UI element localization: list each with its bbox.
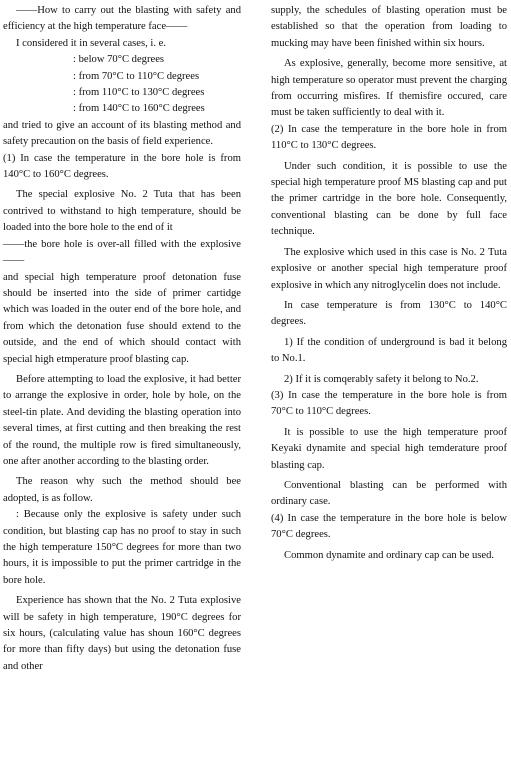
case2-paragraph-3: In case temperature is from 130°C to 140°C degrees.: [271, 299, 507, 328]
case1-paragraph-3: and special high temperature proof detonation fuse should be inserted into the side of primer cartidge which was loaded in the outer end of the bore hole, and from which the detonation fuse should extend to the outside, and the end of which should contact with special high etmperature proof blasting cap.: [3, 271, 241, 365]
case2-heading: (2) In case the temperature in the bore hole in from 110°C to 130°C degrees.: [271, 123, 507, 152]
case3-paragraph-1: It is possible to use the high temperature proof Keyaki dynamite and special high temderature proof blasting cap.: [271, 426, 507, 471]
list-item: : from 110°C to 130°C degrees: [73, 87, 205, 99]
case2-paragraph-1: Under such condition, it is possible to use the special high temperature proof MS blasting cap and put the primer cartridge in the bore hole. Consequently, conventional blasting can be done by full face technique.: [271, 160, 507, 238]
intro-paragraph: ——How to carry out the blasting with safety and efficiency at the high temperature face——: [3, 5, 241, 33]
case3-heading: (3) In case the temperature in the bore hole is from 70°C to 110°C degrees.: [271, 389, 507, 418]
case1-paragraph-7: Experience has shown that the No. 2 Tuta explosive will be safety in high temperature, 190°C degrees for six hours, (calculating value has shoun 160°C degrees for more than fifty days) but using the detonation fuse and other: [3, 595, 241, 672]
right-column: [271, 3, 507, 564]
case2-paragraph-4: 1) If the condition of underground is bad it belong to No.1.: [271, 336, 507, 365]
case1-paragraph-6: : Because only the explosive is safety under such condition, but blasting cap has no proof to stay in such the high temperature 150°C degrees for more than two hours, it is impossible to put the primer cartridge in the bore hole.: [3, 509, 241, 586]
case2-paragraph-2: The explosive which used in this case is No. 2 Tuta explosive or another special high temperature proof explosive in which any nitroglycelin does not include.: [271, 246, 507, 291]
intro-account: and tried to give an account of its blasting method and safety precaution on the basis of field experience.: [3, 119, 241, 148]
case4-paragraph-1: Common dynamite and ordinary cap can be used.: [284, 549, 495, 561]
intro-cases-lead: I considered it in several cases, i. e.: [16, 37, 167, 49]
case2-paragraph-5: 2) If it is comqerably safety it belong to No.2.: [284, 373, 479, 385]
case1-paragraph-5: The reason why such the method should bee adopted, is as follow.: [3, 476, 241, 504]
case1-paragraph-2: ——the bore hole is over-all filled with the explosive——: [3, 238, 241, 267]
sensitivity-paragraph: As explosive, generally, become more sensitive, at high temperature so operator must prevent the charging from occurring misfires. If themisfire occured, care must be taken sufficiently to deal with it.: [271, 58, 507, 119]
case4-heading: (4) In case the temperature in the bore hole is below 70°C degrees.: [271, 512, 507, 541]
left-column: [3, 3, 241, 675]
case3-paragraph-2: Conventional blasting can be performed with ordinary case.: [271, 479, 507, 508]
list-item: : below 70°C degrees: [73, 54, 165, 66]
case1-paragraph-1: The special explosive No. 2 Tuta that has been contrived to withstand to high temperature, should be loaded into the bore hole to the end of it: [3, 189, 241, 234]
case1-heading: (1) In case the temperature in the bore hole is from 140°C to 160°C degrees.: [3, 152, 241, 181]
case1-paragraph-4: Before attempting to load the explosive, it had better to arrange the explosive in order, hole by hole, on the steel-tin plate. And deviding the blasting operation into several times, at first cutting and then breaking the rest of the round, the multiple row is fired simultaneously, one after another according to the blasting order.: [3, 373, 241, 467]
temperature-case-list: [3, 52, 241, 118]
list-item: : from 140°C to 160°C degrees: [73, 103, 205, 115]
list-item: : from 70°C to 110°C degrees: [73, 70, 200, 82]
continued-paragraph: supply, the schedules of blasting operation must be established so that the operation from loading to mucking may have been finished within six hours.: [271, 5, 507, 49]
